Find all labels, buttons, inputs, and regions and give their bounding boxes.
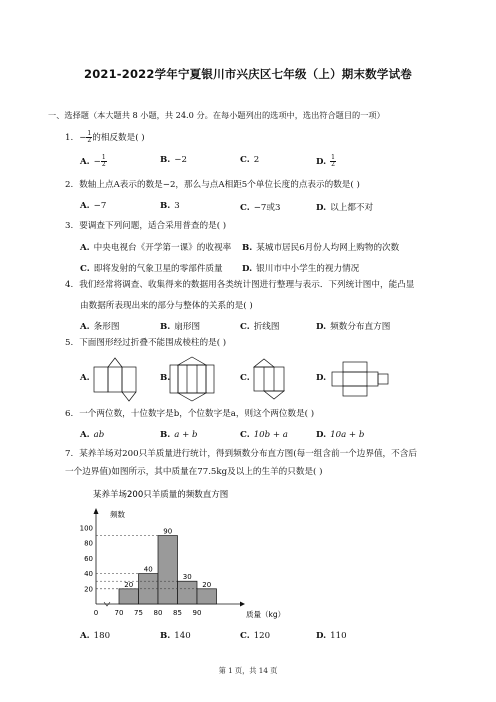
option-label: D. bbox=[316, 430, 327, 440]
bar-value-label: 90 bbox=[163, 527, 173, 536]
bar-value-label: 30 bbox=[182, 573, 192, 582]
option-text: 扇形图 bbox=[174, 322, 201, 332]
option-d[interactable] bbox=[316, 631, 347, 641]
x-axis-label: 质量（kg） bbox=[246, 610, 286, 619]
option-c[interactable] bbox=[240, 631, 270, 641]
y-tick-label: 20 bbox=[84, 585, 93, 594]
question-text: 的相反数是( ) bbox=[92, 133, 145, 143]
y-tick-label: 40 bbox=[84, 570, 93, 579]
option-text: 10b + a bbox=[253, 430, 288, 440]
question-number: 4. bbox=[65, 280, 74, 290]
frac-denominator: 2 bbox=[331, 161, 335, 168]
question-text: 下面图形经过折叠不能围成棱柱的是( ) bbox=[79, 338, 227, 348]
option-label: A. bbox=[80, 157, 90, 167]
option-label: C. bbox=[80, 264, 90, 274]
option-text: 110 bbox=[330, 631, 347, 641]
option-label: B. bbox=[160, 201, 171, 211]
x-tick-label: 90 bbox=[192, 609, 202, 617]
option-label: D. bbox=[316, 157, 327, 167]
option-a[interactable] bbox=[80, 631, 110, 641]
y-axis-arrow bbox=[94, 508, 99, 514]
frac-numerator: 1 bbox=[331, 154, 335, 161]
bar-value-label: 40 bbox=[143, 565, 153, 574]
option-text: 2 bbox=[253, 155, 260, 165]
x-tick-label: 80 bbox=[153, 609, 163, 617]
option-label: C. bbox=[240, 631, 250, 641]
option-text: 即将发射的气象卫星的零部件质量 bbox=[93, 264, 223, 274]
x-tick-label: 75 bbox=[134, 609, 143, 617]
minus-sign: − bbox=[93, 157, 101, 167]
option-label: A. bbox=[80, 631, 90, 641]
option-label: A. bbox=[80, 430, 90, 440]
option-label: D. bbox=[316, 322, 327, 332]
option-label: B. bbox=[160, 155, 171, 165]
option-text: a + b bbox=[174, 430, 198, 440]
frac-denominator: 2 bbox=[87, 137, 92, 144]
option-text: 120 bbox=[253, 631, 271, 641]
bar-value-label: 20 bbox=[202, 580, 212, 589]
option-label: A. bbox=[80, 201, 90, 211]
option-label: C. bbox=[240, 373, 250, 383]
question-text: 要调查下列问题，适合采用普查的是( ) bbox=[79, 221, 227, 231]
option-label: A. bbox=[80, 243, 90, 253]
question-number: 3. bbox=[65, 221, 74, 231]
y-tick-label: 100 bbox=[79, 524, 93, 533]
question-number: 7. bbox=[65, 449, 74, 459]
option-label: B. bbox=[160, 322, 171, 332]
option-text: −7 bbox=[93, 201, 107, 211]
question-text: 某养羊场对200只羊质量进行统计，得到频数分布直方图(每一组含前一个边界值，不含后 bbox=[79, 449, 417, 459]
option-text: ab bbox=[93, 430, 105, 440]
x-axis-arrow bbox=[240, 602, 245, 607]
question-text: 数轴上点A表示的数是−2，那么与点A相距5个单位长度的点表示的数是( ) bbox=[79, 180, 360, 190]
histogram-bar bbox=[158, 536, 178, 604]
histogram-bar bbox=[178, 581, 198, 604]
option-label: D. bbox=[316, 203, 327, 213]
option-label: B. bbox=[160, 373, 171, 383]
question-text: 一个两位数，十位数字是b，个位数字是a，则这个两位数是( ) bbox=[79, 409, 315, 419]
option-label: B. bbox=[242, 243, 253, 253]
frac-numerator: 1 bbox=[101, 154, 106, 161]
y-tick-label: 80 bbox=[84, 539, 93, 548]
option-text: 180 bbox=[93, 631, 111, 641]
option-text: 银川市中小学生的视力情况 bbox=[256, 264, 360, 274]
option-text: 条形图 bbox=[93, 322, 120, 332]
x-tick-label: 0 bbox=[93, 609, 99, 617]
x-tick-label: 70 bbox=[114, 609, 124, 617]
option-text: 某城市居民6月份人均网上购物的次数 bbox=[256, 243, 400, 253]
option-text: 10a + b bbox=[330, 430, 365, 440]
option-text: 频数分布直方图 bbox=[330, 322, 391, 332]
section-heading: 一、选择题（本大题共 8 小题，共 24.0 分。在每小题列出的选项中，选出符合题目的一项） bbox=[48, 110, 385, 120]
question-4-line2: 由数据所表现出来的部分与整体的关系的是( ) bbox=[80, 301, 253, 311]
page-footer: 第 1 页，共 14 页 bbox=[218, 666, 278, 675]
option-label: C. bbox=[240, 322, 250, 332]
y-axis-label: 频数 bbox=[110, 510, 125, 519]
option-label: B. bbox=[160, 430, 171, 440]
option-label: D. bbox=[316, 373, 327, 383]
option-label: C. bbox=[240, 155, 250, 165]
frac-numerator: 1 bbox=[87, 130, 92, 137]
x-tick-label: 85 bbox=[173, 609, 182, 617]
option-label: B. bbox=[160, 631, 171, 641]
option-label: D. bbox=[242, 264, 253, 274]
option-label: C. bbox=[240, 430, 250, 440]
bar-value-label: 20 bbox=[124, 580, 134, 589]
option-b[interactable] bbox=[160, 631, 191, 641]
option-text: 140 bbox=[174, 631, 191, 641]
option-text: −2 bbox=[174, 155, 187, 165]
option-label: D. bbox=[316, 631, 327, 641]
page-title: 2021-2022学年宁夏银川市兴庆区七年级（上）期末数学试卷 bbox=[84, 67, 412, 81]
minus-sign: − bbox=[79, 133, 87, 143]
histogram-bar bbox=[197, 589, 217, 604]
option-text: 以上都不对 bbox=[330, 203, 374, 213]
option-text: 折线图 bbox=[253, 322, 280, 332]
y-tick-label: 60 bbox=[84, 554, 93, 563]
question-text: 我们经常将调查、收集得来的数据用各类统计图进行整理与表示．下列统计图中，能凸显 bbox=[79, 280, 415, 290]
option-text: 3 bbox=[174, 201, 180, 211]
option-text: 中央电视台《开学第一课》的收视率 bbox=[93, 243, 232, 253]
option-label: A. bbox=[80, 322, 90, 332]
question-7-line2: 一个边界值)如图所示，其中质量在77.5kg及以上的生羊的只数是( ) bbox=[65, 467, 323, 477]
question-number: 1. bbox=[65, 133, 74, 143]
question-number: 5. bbox=[65, 338, 74, 348]
frac-denominator: 2 bbox=[101, 161, 106, 168]
question-number: 2. bbox=[65, 180, 74, 190]
chart-title: 某养羊场200只羊质量的频数直方图 bbox=[93, 490, 229, 500]
option-label: C. bbox=[240, 203, 250, 213]
option-text: −7或3 bbox=[253, 203, 281, 213]
q7-options bbox=[80, 631, 480, 643]
histogram-bar bbox=[119, 589, 139, 604]
option-label: A. bbox=[80, 373, 90, 383]
question-number: 6. bbox=[65, 409, 74, 419]
